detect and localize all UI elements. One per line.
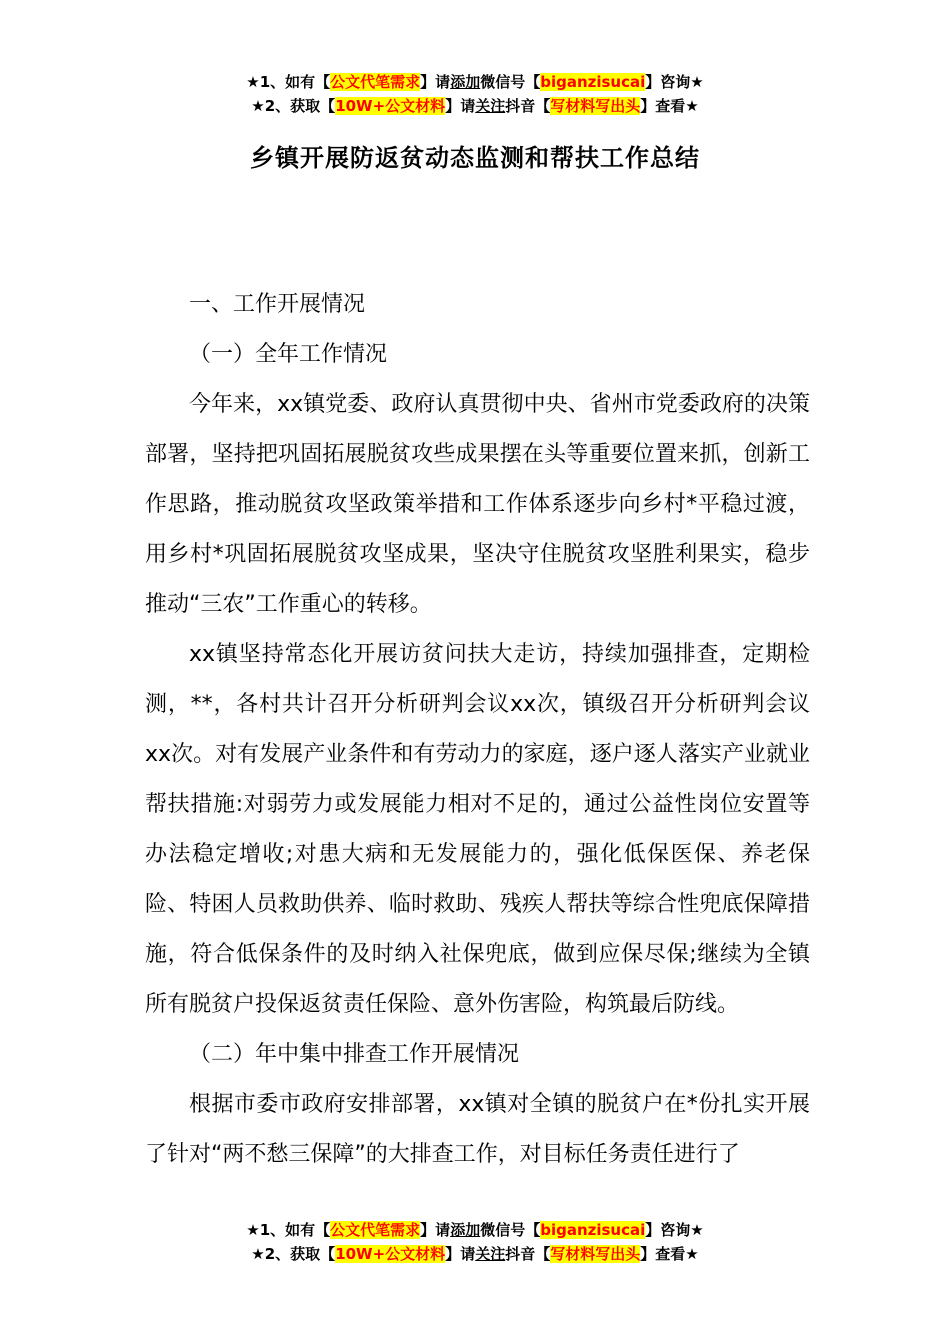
document-title: 乡镇开展防返贫动态监测和帮扶工作总结 — [250, 144, 700, 172]
banner-underline: 添加 — [450, 1221, 481, 1239]
paragraph: 今年来，xx镇党委、政府认真贯彻中央、省州市党委政府的决策部署，坚持把巩固拓展脱贫攻些成果摆在头等重要位置来抓，创新工作思路，推动脱贫攻坚政策举措和工作体系逐步向乡村*平稳过渡，用乡村*巩固拓展脱贫攻坚成果，坚决守住脱贫攻坚胜利果实，稳步推动“三农”工作重心的转移。 — [145, 392, 810, 617]
banner-text: 】请 — [445, 97, 476, 115]
banner-text: ★1、如有【 — [246, 73, 331, 91]
banner-text: 】咨询★ — [645, 73, 704, 91]
banner-text: 】查看★ — [640, 1245, 699, 1263]
banner-highlight: biganzisucai — [540, 1221, 646, 1239]
banner-line-1 — [0, 70, 950, 94]
subsection-heading: （二）年中集中排查工作开展情况 — [189, 1042, 520, 1067]
banner-underline: 关注 — [475, 97, 506, 115]
banner-text: 】查看★ — [640, 97, 699, 115]
section-heading: 一、工作开展情况 — [189, 292, 366, 317]
banner-text: 抖音【 — [505, 1245, 551, 1263]
banner-line-2 — [0, 1242, 950, 1266]
banner-text: ★1、如有【 — [246, 1221, 331, 1239]
banner-highlight: 10W+公文材料 — [335, 1245, 446, 1263]
banner-highlight: biganzisucai — [540, 73, 646, 91]
banner-text: 】请 — [420, 73, 451, 91]
banner-highlight: 10W+公文材料 — [335, 97, 446, 115]
banner-underline: 添加 — [450, 73, 481, 91]
banner-line-2 — [0, 94, 950, 118]
banner-highlight: 写材料写出头 — [550, 97, 641, 115]
banner-highlight: 公文代笔需求 — [330, 73, 421, 91]
top-banner — [0, 70, 950, 118]
banner-text: ★2、获取【 — [251, 1245, 336, 1263]
banner-text: 】请 — [445, 1245, 476, 1263]
banner-text: ★2、获取【 — [251, 97, 336, 115]
banner-highlight: 公文代笔需求 — [330, 1221, 421, 1239]
banner-text: 微信号【 — [480, 1221, 541, 1239]
bottom-banner — [0, 1218, 950, 1266]
paragraph: xx镇坚持常态化开展访贫问扶大走访，持续加强排查，定期检测，**，各村共计召开分析研判会议xx次，镇级召开分析研判会议xx次。对有发展产业条件和有劳动力的家庭，逐户逐人落实产业就业帮扶措施:对弱劳力或发展能力相对不足的，通过公益性岗位安置等办法稳定增收;对患大病和无发展能力的，强化低保医保、养老保险、特困人员救助供养、临时救助、残疾人帮扶等综合性兜底保障措施，符合低保条件的及时纳入社保兜底，做到应保尽保;继续为全镇所有脱贫户投保返贫责任保险、意外伤害险，构筑最后防线。 — [145, 642, 810, 1017]
subsection-heading: （一）全年工作情况 — [189, 342, 388, 367]
banner-text: 】请 — [420, 1221, 451, 1239]
banner-highlight: 写材料写出头 — [550, 1245, 641, 1263]
banner-text: 微信号【 — [480, 73, 541, 91]
banner-text: 】咨询★ — [645, 1221, 704, 1239]
banner-underline: 关注 — [475, 1245, 506, 1263]
banner-text: 抖音【 — [505, 97, 551, 115]
banner-line-1 — [0, 1218, 950, 1242]
paragraph: 根据市委市政府安排部署，xx镇对全镇的脱贫户在*份扎实开展了针对“两不愁三保障”的大排查工作，对目标任务责任进行了 — [145, 1092, 810, 1167]
